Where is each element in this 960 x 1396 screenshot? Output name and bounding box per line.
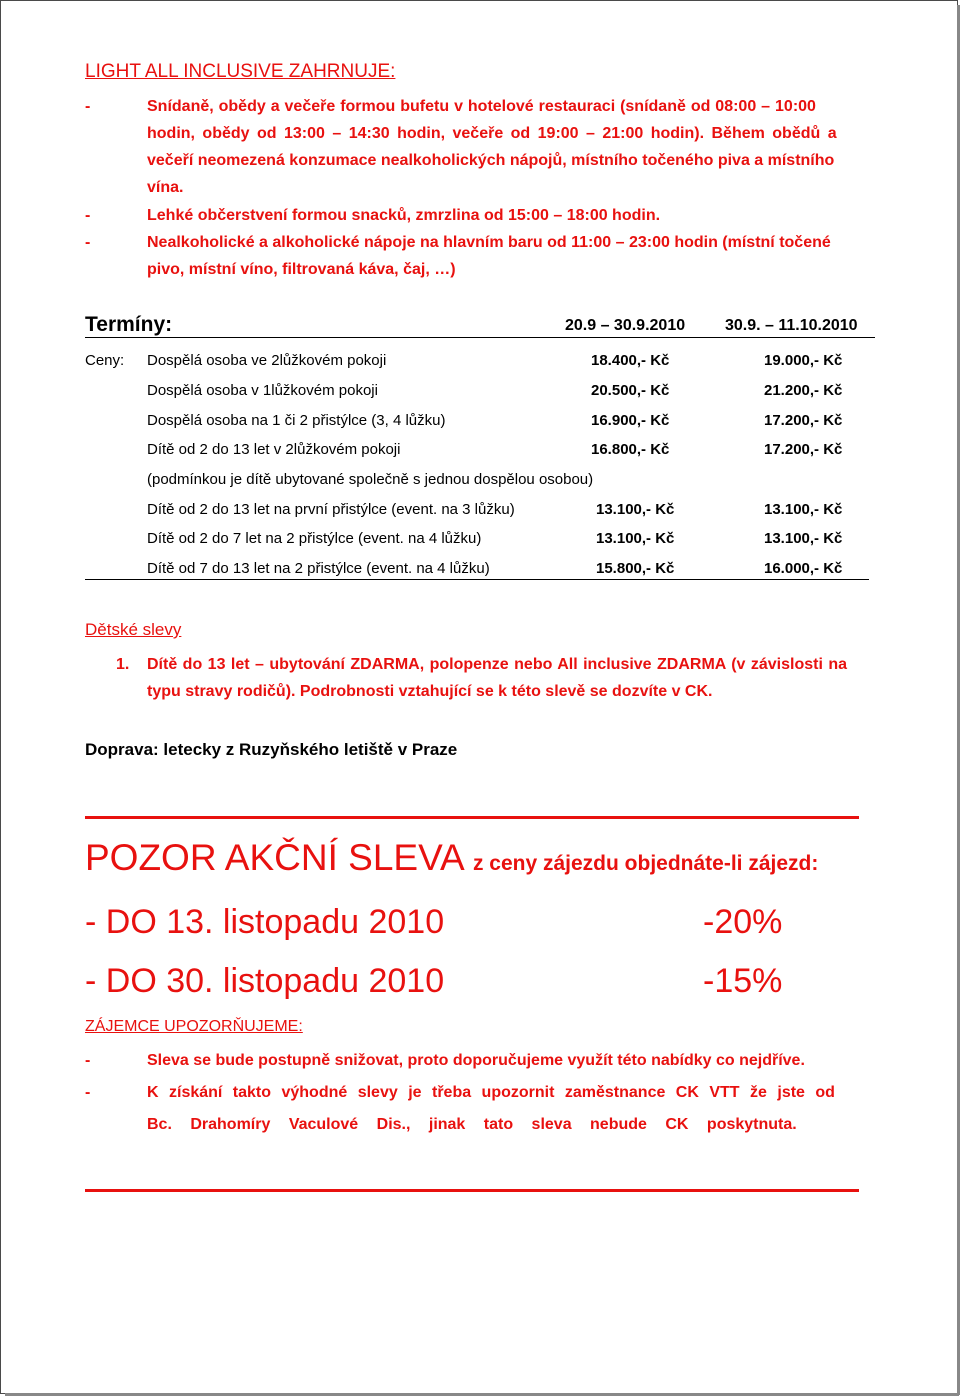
pozor-big-text: POZOR AKČNÍ SLEVA — [85, 837, 463, 878]
price-row-desc: Dospělá osoba na 1 či 2 přistýlce (3, 4 lůžku) — [147, 412, 446, 429]
bullet-dash: - — [85, 234, 91, 251]
zajemce-line: Bc. Drahomíry Vaculové Dis., jinak tato sleva nebude CK poskytnuta. — [147, 1116, 797, 1133]
price-term-1: 20.500,- Kč — [591, 382, 670, 399]
price-term-2: 13.100,- Kč — [764, 501, 843, 518]
price-row-desc: Dítě od 2 do 13 let v 2lůžkovém pokoji — [147, 441, 401, 458]
inclusive-line: Nealkoholické a alkoholické nápoje na hlavním baru od 11:00 – 23:00 hodin (místní točené — [147, 234, 831, 251]
term-2: 30.9. – 11.10.2010 — [725, 317, 858, 334]
price-row-desc: Dítě od 2 do 13 let na první přistýlce (event. na 3 lůžku) — [147, 501, 515, 518]
doprava-text: Doprava: letecky z Ruzyňského letiště v Praze — [85, 740, 458, 759]
pozor-heading — [85, 837, 818, 879]
price-term-1: 13.100,- Kč — [596, 530, 675, 547]
terminy-underline — [85, 337, 875, 338]
zajemce-title: ZÁJEMCE UPOZORŇUJEME: — [85, 1018, 303, 1035]
inclusive-line: Lehké občerstvení formou snacků, zmrzlina od 15:00 – 18:00 hodin. — [147, 207, 661, 224]
detske-slevy-title: Dětské slevy — [85, 620, 182, 639]
bullet-dash: - — [85, 98, 91, 115]
detske-item-line: Dítě do 13 let – ubytování ZDARMA, polopenze nebo All inclusive ZDARMA (v závislosti na — [147, 656, 848, 673]
inclusive-line: pivo, místní víno, filtrovaná káva, čaj, …) — [147, 261, 456, 278]
price-term-1: 16.800,- Kč — [591, 441, 670, 458]
bullet-dash: - — [85, 207, 91, 224]
inclusive-title: LIGHT ALL INCLUSIVE ZAHRNUJE: — [85, 61, 396, 82]
deadline-label: - DO 30. listopadu 2010 — [85, 962, 445, 1000]
term-1: 20.9 – 30.9.2010 — [565, 317, 686, 334]
detske-item-line: typu stravy rodičů). Podrobnosti vztahující se k této slevě se dozvíte v CK. — [147, 683, 713, 700]
deadline-label: - DO 13. listopadu 2010 — [85, 903, 445, 941]
red-divider-bottom — [85, 1189, 859, 1192]
price-term-2: 16.000,- Kč — [764, 560, 843, 577]
inclusive-line: vína. — [147, 179, 184, 196]
price-term-1: 15.800,- Kč — [596, 560, 675, 577]
deadline-discount: -15% — [703, 962, 783, 1000]
inclusive-line: hodin, obědy od 13:00 – 14:30 hodin, večeře od 19:00 – 21:00 hodin). Během obědů a — [147, 125, 837, 142]
zajemce-dash: - — [85, 1084, 91, 1101]
price-row-desc: Dítě od 7 do 13 let na 2 přistýlce (event. na 4 lůžku) — [147, 560, 490, 577]
price-term-2: 21.200,- Kč — [764, 382, 843, 399]
inclusive-line: večeří neomezená konzumace nealkoholických nápojů, místního točeného piva a místního — [147, 152, 835, 169]
zajemce-line: K získání takto výhodné slevy je třeba upozornit zaměstnance CK VTT že jste od — [147, 1084, 835, 1101]
price-table-underline — [85, 579, 869, 580]
zajemce-dash: - — [85, 1052, 91, 1069]
deadline-discount: -20% — [703, 903, 783, 941]
price-term-2: 19.000,- Kč — [764, 352, 843, 369]
price-term-1: 16.900,- Kč — [591, 412, 670, 429]
pozor-sub-text: z ceny zájezdu objednáte-li zájezd: — [472, 852, 819, 875]
price-row-desc: Dítě od 2 do 7 let na 2 přistýlce (event. na 4 lůžku) — [147, 530, 482, 547]
detske-item-number: 1. — [116, 656, 130, 673]
price-row-desc: Dospělá osoba ve 2lůžkovém pokoji — [147, 352, 387, 369]
inclusive-line: Snídaně, obědy a večeře formou bufetu v hotelové restauraci (snídaně od 08:00 – 10:00 — [147, 98, 816, 115]
price-term-1: 18.400,- Kč — [591, 352, 670, 369]
ceny-label: Ceny: — [85, 352, 125, 369]
red-divider-top — [85, 816, 859, 819]
price-row-note: (podmínkou je dítě ubytované společně s jednou dospělou osobou) — [147, 471, 594, 488]
price-term-2: 17.200,- Kč — [764, 412, 843, 429]
price-term-1: 13.100,- Kč — [596, 501, 675, 518]
terminy-label: Termíny: — [85, 313, 173, 336]
price-term-2: 13.100,- Kč — [764, 530, 843, 547]
zajemce-line: Sleva se bude postupně snižovat, proto doporučujeme využít této nabídky co nejdříve. — [147, 1052, 805, 1069]
price-row-desc: Dospělá osoba v 1lůžkovém pokoji — [147, 382, 378, 399]
price-term-2: 17.200,- Kč — [764, 441, 843, 458]
